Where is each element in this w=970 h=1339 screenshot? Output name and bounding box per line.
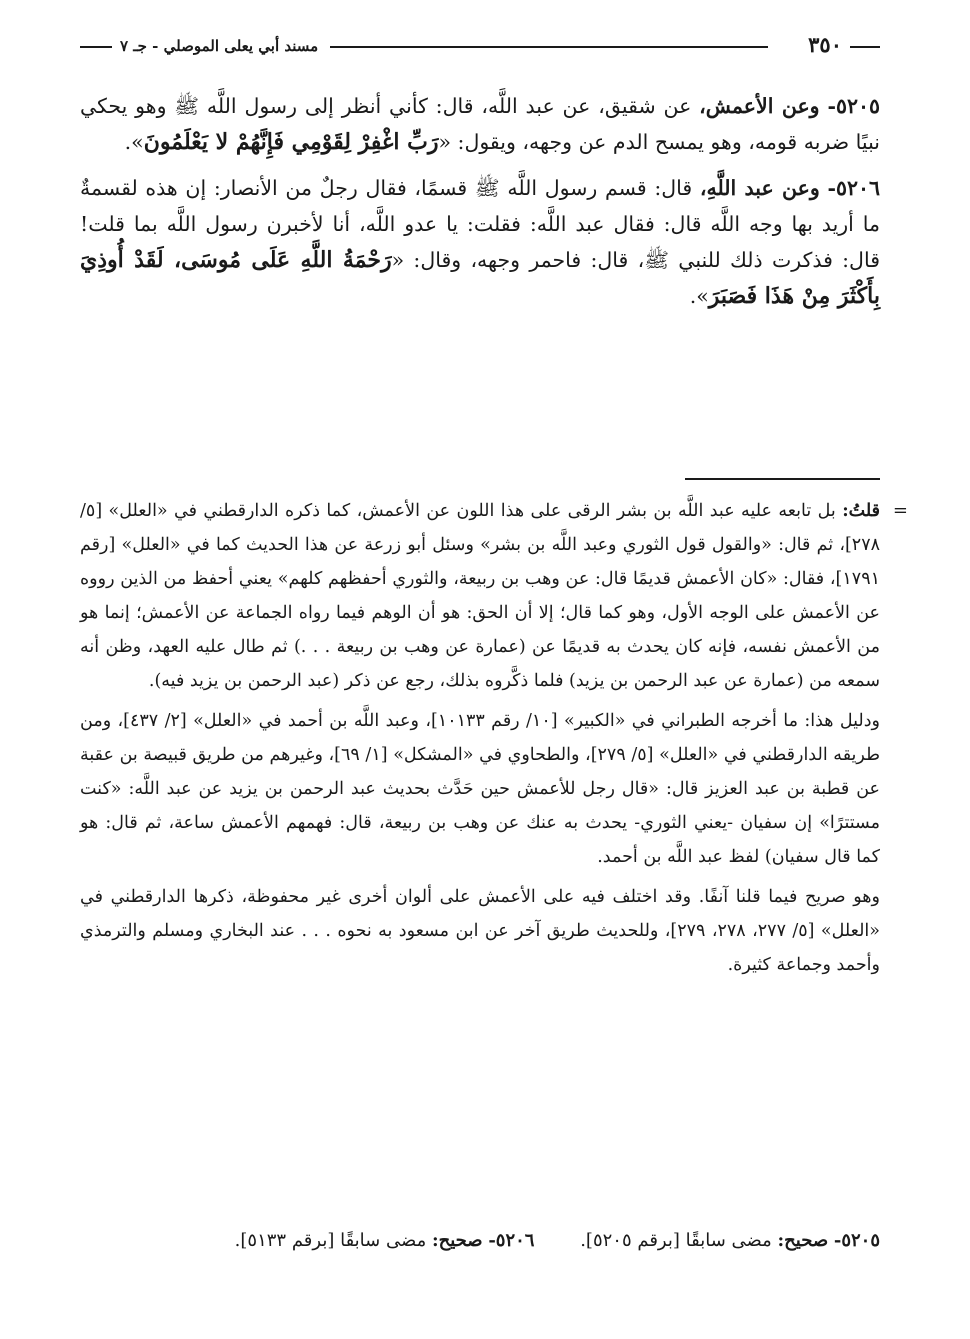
hadith-number: ٥٢٠٦- [827, 176, 880, 200]
hadith-5205 [80, 88, 880, 160]
prophetic-quote: رَبِّ اغْفِرْ لِقَوْمِي فَإِنَّهُمْ لا يَعْلَمُونَ [143, 129, 439, 155]
footnote-separator [685, 478, 880, 480]
footnote-text: بل تابعه عليه عبد اللَّه بن بشر الرقى على هذا اللون عن الأعمش، كما ذكره الدارقطني في «العلل» [٥/ ٢٧٨]، ثم قال: «والقول قول الثوري وعبد اللَّه بن بشر» وسئل أبو زرعة عن هذا الحديث كما في «العلل» [رقم ١٧٩١]، فقال: «كان الأعمش قديمًا قال: عن وهب بن ربيعة، والثوري أحفظهم كلهم» يعني أحفظ من الذين رووه عن الأعمش على الوجه الأول، وهو كما قال؛ إلا أن الحق: هو أن الوهم فيما رواه الجماعة عن الأعمش؛ إنما هو من الأعمش نفسه، فإنه كان يحدث به قديمًا عن (عمارة عن وهب بن ربيعة . . .) ثم طال عليه العهد، وظن أنه سمعه من (عمارة عن عبد الرحمن بن يزيد) فلما ذكَّروه بذلك، رجع عن ذكر (عبد الرحمن بن يزيد فيه). [80, 501, 880, 691]
footnote-paragraph [80, 494, 908, 698]
grading-text: مضى سابقًا [برقم ٥١٣٣]. [234, 1230, 427, 1251]
grading-5205 [580, 1224, 880, 1258]
footnote-lead: قلتُ: [842, 501, 880, 521]
grading-line [80, 1224, 880, 1258]
continuation-marker: = [892, 500, 908, 521]
hadith-end: ». [689, 284, 709, 308]
grading-number: ٥٢٠٥- [833, 1230, 880, 1251]
hadith-lead: وعن الأعمش، [699, 94, 820, 118]
footnote-paragraph: ودليل هذا: ما أخرجه الطبراني في «الكبير» [١٠/ رقم ١٠١٣٣]، وعبد اللَّه بن أحمد في «العلل» [٢/ ٤٣٧]، ومن طريقه الدارقطني في «العلل» [٥/ ٢٧٩]، والطحاوي في «المشكل» [١/ ٦٩]، وغيرهم من طريق قبيصة بن عقبة عن قطبة بن عبد العزيز قال: «قال رجل للأعمش حين حَدَّث بحديث عبد الرحمن بن يزيد عن عبد اللَّه: «كنت مستترًا» إن سفيان -يعني الثوري- يحدث به عنك عن وهب بن ربيعة، قال: فهمهم الأعمش ساعة، ثم قال: هو كما قال سفيان) لفظ عبد اللَّه بن أحمد. [80, 711, 880, 867]
main-text [80, 88, 880, 324]
header-rule-middle [330, 46, 768, 48]
book-page [80, 24, 908, 1324]
footnote-paragraph: وهو صريح فيما قلنا آنفًا. وقد اختلف فيه على الأعمش على ألوان أخرى غير محفوظة، ذكرها الدارقطني في «العلل» [٥/ ٢٧٧، ٢٧٨، ٢٧٩]، وللحديث طريق آخر عن ابن مسعود به نحوه . . . عند البخاري ومسلم والترمذي وأحمد وجماعة كثيرة. [80, 887, 880, 975]
book-title: مسند أبي يعلى الموصلي - جـ ٧ [120, 37, 319, 55]
hadith-text: عن شقيق، عن عبد اللَّه، قال: كأني أنظر إلى رسول اللَّه ﷺ وهو يحكي نبيًا ضربه قومه، وهو يمسح الدم عن وجهه، ويقول: « [80, 94, 880, 154]
running-header [80, 30, 880, 60]
prophetic-quote: رَحْمَةُ اللَّهِ عَلَى مُوسَى، لَقَدْ أُوذِيَ بِأَكْثَرَ مِنْ هَذَا فَصَبَرَ [80, 247, 880, 309]
header-rule-left [80, 46, 112, 48]
header-rule-right [850, 46, 880, 48]
grading-label: صحيح: [777, 1230, 829, 1251]
hadith-5206 [80, 170, 880, 314]
grading-text: مضى سابقًا [برقم ٥٢٠٥]. [580, 1230, 772, 1251]
hadith-end: ». [124, 130, 144, 154]
grading-number: ٥٢٠٦- [488, 1230, 535, 1251]
grading-label: صحيح: [431, 1230, 483, 1251]
page-number: ٣٥٠ [808, 32, 842, 57]
footnotes [80, 494, 908, 988]
hadith-number: ٥٢٠٥- [827, 94, 880, 118]
hadith-lead: وعن عبد اللَّهِ، [699, 176, 820, 200]
grading-5206 [235, 1224, 535, 1258]
hadith-text: قال: قسم رسول اللَّه ﷺ قسمًا، فقال رجلٌ من الأنصار: إن هذه لقسمةٌ ما أريد بها وجه اللَّه قال: فقال عبد اللَّه: فقلت: يا عدو اللَّه، أنا لأخبرن رسول اللَّه بما قلت! قال: فذكرت ذلك للنبي ﷺ، قال: فاحمر وجهه، وقال: « [80, 176, 881, 272]
